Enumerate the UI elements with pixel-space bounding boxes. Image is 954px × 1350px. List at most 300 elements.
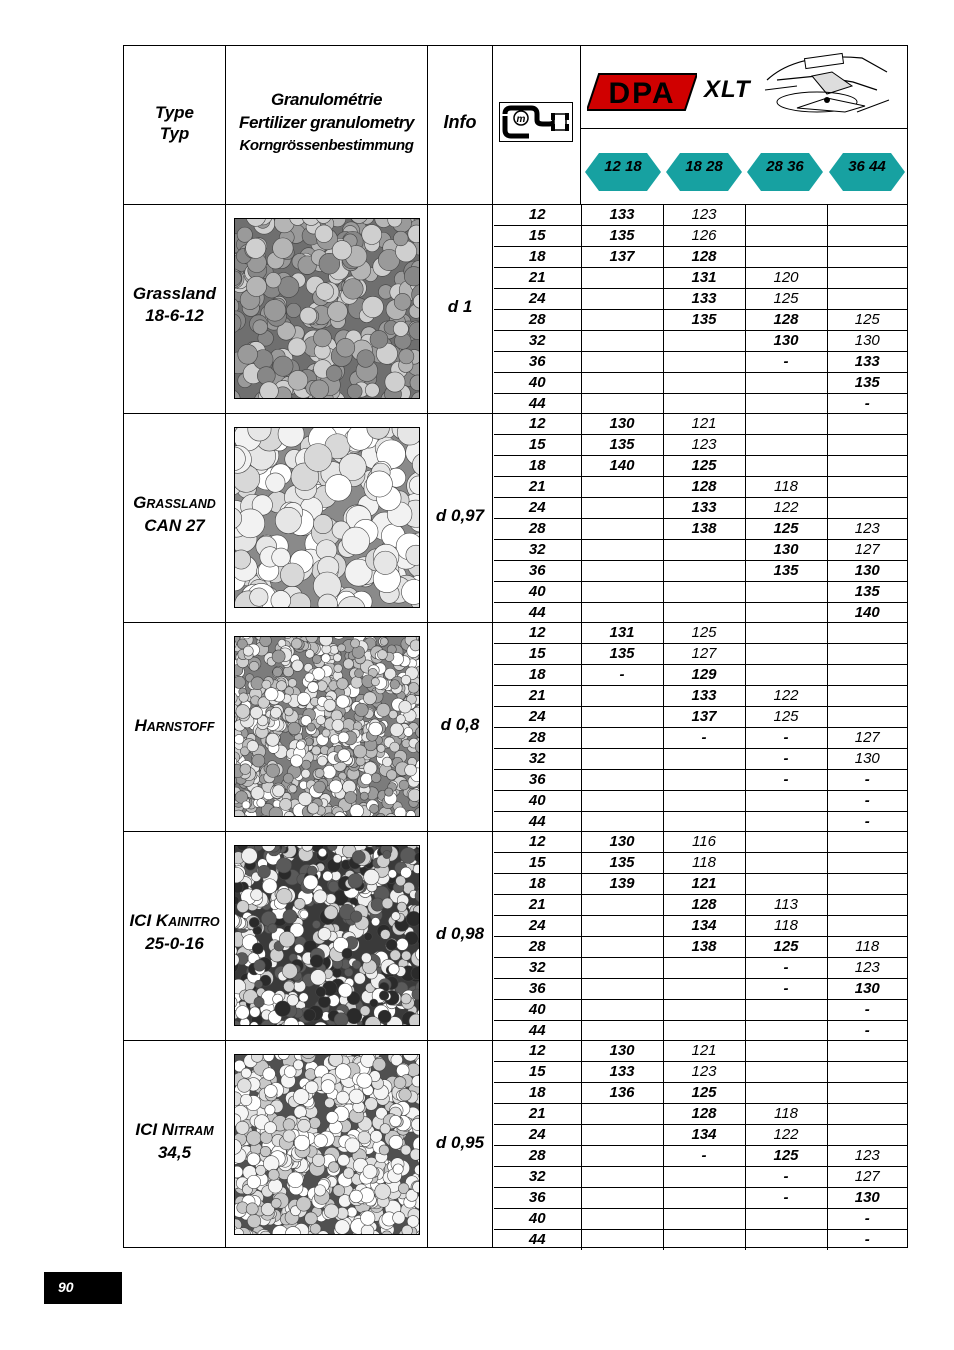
setting-value-cell [827, 289, 907, 310]
granules-grassland-photo [234, 218, 420, 399]
product-type-name [124, 1119, 225, 1164]
table-row [494, 394, 907, 415]
working-width-cell: 28 [494, 728, 581, 749]
setting-value-cell [827, 456, 907, 477]
setting-value-cell [581, 1167, 663, 1188]
setting-value-cell: 128 [663, 477, 745, 498]
working-width-cell: 36 [494, 1188, 581, 1209]
table-row [494, 456, 907, 477]
setting-value-cell [581, 289, 663, 310]
setting-value-cell: - [827, 1209, 907, 1230]
table-row [494, 874, 907, 895]
setting-value-cell [581, 728, 663, 749]
table-row [494, 770, 907, 791]
dpa-logo-mark [587, 72, 697, 112]
setting-value-cell [745, 1230, 827, 1251]
setting-value-cell [663, 1021, 745, 1042]
table-row [494, 582, 907, 603]
setting-value-cell: 118 [827, 937, 907, 958]
setting-value-cell: 140 [581, 456, 663, 477]
header-gran-en: Fertilizer granulometry [238, 113, 414, 132]
setting-value-cell: 133 [663, 686, 745, 707]
table-row [494, 498, 907, 519]
range-label-36-44: 36 44 [848, 158, 886, 175]
table-row [494, 728, 907, 749]
setting-value-cell [581, 770, 663, 791]
table-row [494, 519, 907, 540]
setting-value-cell: 125 [745, 289, 827, 310]
working-width-cell: 32 [494, 749, 581, 770]
setting-value-cell [745, 812, 827, 833]
setting-value-cell [827, 874, 907, 895]
setting-value-cell: 138 [663, 937, 745, 958]
setting-value-cell [745, 623, 827, 644]
setting-value-cell: 125 [745, 519, 827, 540]
setting-value-cell [827, 686, 907, 707]
setting-value-cell: 125 [663, 456, 745, 477]
working-width-cell: 44 [528, 1022, 546, 1039]
setting-value-cell: - [827, 791, 907, 812]
table-row [494, 1041, 907, 1062]
setting-value-cell [745, 1021, 827, 1042]
working-width-cell: 28 [494, 519, 581, 540]
setting-value-cell: 131 [581, 623, 663, 644]
working-width-cell: 12 [494, 832, 581, 853]
setting-value-cell: 126 [663, 226, 745, 247]
setting-value-cell: 135 [827, 373, 907, 394]
setting-value-cell: 133 [581, 205, 663, 226]
setting-value-cell [581, 895, 663, 916]
setting-value-cell: - [827, 1230, 907, 1251]
setting-value-cell: 123 [663, 1062, 745, 1083]
setting-value-cell [581, 686, 663, 707]
setting-value-cell: 135 [663, 310, 745, 331]
setting-value-cell: 125 [745, 937, 827, 958]
setting-value-cell: 130 [745, 331, 827, 352]
working-width-cell: 12 [494, 205, 581, 226]
setting-value-cell [581, 1209, 663, 1230]
setting-table [494, 205, 907, 414]
working-width-cell: 24 [494, 289, 581, 310]
setting-value-cell: 135 [581, 853, 663, 874]
working-width-cell: 12 [494, 414, 581, 435]
working-width-cell: 18 [494, 456, 581, 477]
setting-value-cell: 125 [745, 707, 827, 728]
setting-value-cell [827, 895, 907, 916]
setting-value-cell: 130 [581, 414, 663, 435]
setting-value-cell [663, 561, 745, 582]
setting-value-cell: 129 [663, 665, 745, 686]
setting-value-cell: 135 [827, 582, 907, 603]
working-width-cell: 15 [494, 226, 581, 247]
setting-value-cell: 118 [745, 477, 827, 498]
range-label-28-36: 28 36 [766, 158, 804, 175]
working-width-cell: 21 [494, 477, 581, 498]
working-width-cell: 15 [494, 1062, 581, 1083]
table-row [494, 832, 907, 853]
table-row [494, 916, 907, 937]
setting-value-cell: 123 [827, 519, 907, 540]
product-type-name [124, 715, 225, 738]
table-row [494, 268, 907, 289]
setting-value-cell [581, 352, 663, 373]
setting-value-cell [581, 1230, 663, 1251]
setting-value-cell: - [581, 665, 663, 686]
setting-value-cell: 118 [745, 1104, 827, 1125]
setting-value-cell [745, 1000, 827, 1021]
setting-value-cell: 122 [745, 686, 827, 707]
table-row [494, 979, 907, 1000]
column-divider [492, 45, 493, 1248]
granules-ici-kainitro-photo [234, 845, 420, 1026]
setting-value-cell: 130 [827, 979, 907, 1000]
setting-value-cell [581, 1125, 663, 1146]
granules-ici-nitram-photo [234, 1054, 420, 1235]
setting-value-cell: 118 [663, 853, 745, 874]
setting-value-cell: 122 [745, 498, 827, 519]
setting-value-cell: 139 [581, 874, 663, 895]
setting-value-cell [581, 916, 663, 937]
table-row [494, 1230, 907, 1251]
table-row [494, 791, 907, 812]
product-density: d 0,98 [435, 924, 485, 943]
table-row [494, 373, 907, 394]
setting-value-cell [827, 247, 907, 268]
setting-value-cell [663, 791, 745, 812]
setting-table [494, 623, 907, 832]
table-row [494, 665, 907, 686]
logo-model: XLT [704, 76, 751, 103]
working-width-cell: 44 [528, 1231, 546, 1248]
setting-value-cell [663, 1167, 745, 1188]
setting-value-cell [827, 226, 907, 247]
setting-value-cell: 135 [581, 226, 663, 247]
setting-value-cell: - [745, 770, 827, 791]
setting-value-cell: 130 [827, 331, 907, 352]
product-name-line1 [124, 1119, 225, 1142]
setting-value-cell [827, 1041, 907, 1062]
setting-value-cell [745, 1041, 827, 1062]
setting-value-cell [663, 540, 745, 561]
setting-value-cell [745, 603, 827, 624]
setting-value-cell: 137 [663, 707, 745, 728]
table-row [494, 1209, 907, 1230]
setting-value-cell: 130 [827, 749, 907, 770]
setting-value-cell: 127 [827, 540, 907, 561]
setting-value-cell [827, 623, 907, 644]
setting-value-cell: 134 [663, 1125, 745, 1146]
setting-value-cell: 123 [663, 435, 745, 456]
table-row [494, 644, 907, 665]
setting-value-cell [745, 394, 827, 415]
product-name-part: AINITRO [168, 915, 220, 929]
setting-value-cell: 133 [581, 1062, 663, 1083]
setting-value-cell: 127 [663, 644, 745, 665]
setting-value-cell [745, 456, 827, 477]
setting-value-cell: 123 [827, 1146, 907, 1167]
setting-value-cell [827, 707, 907, 728]
working-width-cell: 36 [494, 352, 581, 373]
setting-value-cell [827, 435, 907, 456]
setting-value-cell [663, 394, 745, 415]
setting-value-cell: 116 [663, 832, 745, 853]
setting-table [494, 1041, 907, 1250]
svg-text:m: m [516, 114, 526, 125]
product-density: d 0,97 [435, 506, 485, 525]
setting-value-cell: - [663, 1146, 745, 1167]
working-width-cell: 21 [494, 1104, 581, 1125]
setting-value-cell [745, 665, 827, 686]
working-width-cell: 40 [494, 1209, 581, 1230]
setting-value-cell [663, 1209, 745, 1230]
setting-value-cell [827, 853, 907, 874]
table-row [494, 561, 907, 582]
setting-value-cell: - [745, 958, 827, 979]
setting-value-cell: 125 [827, 310, 907, 331]
granules-grassland-can27-photo [234, 427, 420, 608]
setting-value-cell [663, 1000, 745, 1021]
working-width-cell: 21 [494, 268, 581, 289]
setting-value-cell [745, 644, 827, 665]
setting-value-cell [581, 1104, 663, 1125]
setting-value-cell [827, 477, 907, 498]
setting-value-cell [581, 1146, 663, 1167]
setting-value-cell [581, 812, 663, 833]
setting-value-cell: 123 [827, 958, 907, 979]
setting-value-cell [663, 979, 745, 1000]
setting-value-cell [663, 749, 745, 770]
setting-value-cell [581, 268, 663, 289]
setting-value-cell [581, 603, 663, 624]
table-row [494, 205, 907, 226]
header-type-fr: Type [154, 103, 195, 122]
working-width-cell: 40 [494, 1000, 581, 1021]
setting-value-cell: 127 [827, 1167, 907, 1188]
spreader-diagram-icon [757, 50, 897, 126]
setting-value-cell [581, 582, 663, 603]
setting-value-cell: 130 [581, 832, 663, 853]
setting-value-cell [745, 1209, 827, 1230]
header-gran-de: Korngrössenbestimmung [239, 137, 414, 154]
setting-value-cell [581, 707, 663, 728]
setting-value-cell: 118 [745, 916, 827, 937]
header-gran-fr: Granulométrie [271, 90, 382, 109]
header-type [124, 102, 225, 144]
working-width-cell: 36 [494, 979, 581, 1000]
table-row [494, 1000, 907, 1021]
setting-value-cell: 128 [745, 310, 827, 331]
working-width-cell: 28 [494, 310, 581, 331]
table-row [494, 310, 907, 331]
column-divider [225, 45, 226, 1248]
setting-value-cell: 130 [827, 561, 907, 582]
setting-value-cell [581, 519, 663, 540]
table-row [494, 226, 907, 247]
setting-value-cell [663, 1230, 745, 1251]
table-row [494, 477, 907, 498]
setting-value-cell: 130 [581, 1041, 663, 1062]
setting-value-cell: - [745, 1188, 827, 1209]
table-row [494, 1104, 907, 1125]
setting-value-cell [581, 979, 663, 1000]
setting-value-cell: - [827, 770, 907, 791]
m-speed-tractor-icon [499, 102, 573, 142]
table-row [494, 623, 907, 644]
setting-value-cell [581, 958, 663, 979]
working-width-cell: 15 [494, 435, 581, 456]
product-name-part: G [133, 493, 147, 512]
table-row [494, 435, 907, 456]
working-width-cell: 40 [494, 582, 581, 603]
setting-value-cell [745, 414, 827, 435]
setting-value-cell [745, 247, 827, 268]
setting-value-cell [581, 310, 663, 331]
setting-value-cell: - [745, 352, 827, 373]
table-row [494, 1083, 907, 1104]
column-divider [580, 45, 581, 205]
setting-value-cell: 113 [745, 895, 827, 916]
svg-text:DPA: DPA [608, 77, 676, 110]
product-name-part: ARNSTOFF [146, 720, 215, 734]
setting-value-cell: - [745, 1167, 827, 1188]
header-type-de: Typ [159, 124, 190, 143]
product-name-part: H [134, 716, 147, 735]
setting-value-cell: 135 [745, 561, 827, 582]
setting-value-cell [581, 477, 663, 498]
setting-value-cell [581, 498, 663, 519]
table-row [494, 414, 907, 435]
setting-value-cell: - [663, 728, 745, 749]
working-width-cell: 32 [494, 958, 581, 979]
working-width-cell: 36 [494, 770, 581, 791]
setting-value-cell [581, 331, 663, 352]
working-width-cell: 24 [494, 1125, 581, 1146]
table-row [494, 247, 907, 268]
range-label-18-28: 18 28 [685, 158, 723, 175]
setting-value-cell: 127 [827, 728, 907, 749]
working-width-cell: 40 [494, 373, 581, 394]
working-width-cell: 36 [494, 561, 581, 582]
working-width-cell: 40 [494, 791, 581, 812]
product-type-name [124, 492, 225, 537]
table-row [494, 958, 907, 979]
setting-value-cell [745, 205, 827, 226]
working-width-cell: 24 [494, 916, 581, 937]
setting-value-cell: 120 [745, 268, 827, 289]
setting-value-cell: 125 [663, 623, 745, 644]
working-width-cell: 21 [494, 686, 581, 707]
setting-value-cell [745, 832, 827, 853]
setting-value-cell [827, 498, 907, 519]
working-width-cell: 18 [494, 247, 581, 268]
product-name-line2: 34,5 [157, 1143, 192, 1162]
table-row [494, 1125, 907, 1146]
table-row [494, 289, 907, 310]
setting-value-cell: 133 [663, 289, 745, 310]
setting-value-cell: - [827, 1000, 907, 1021]
setting-value-cell [581, 373, 663, 394]
setting-value-cell: - [745, 749, 827, 770]
working-width-cell: 44 [528, 395, 546, 412]
setting-value-cell [663, 958, 745, 979]
setting-value-cell: - [827, 394, 907, 415]
product-name-line1 [124, 910, 225, 933]
working-width-cell: 12 [494, 1041, 581, 1062]
setting-value-cell [745, 874, 827, 895]
table-row [494, 895, 907, 916]
setting-value-cell [581, 749, 663, 770]
product-type-name [124, 910, 225, 955]
setting-value-cell: 121 [663, 414, 745, 435]
setting-value-cell [581, 1021, 663, 1042]
product-type-name [124, 283, 225, 327]
working-width-cell: 28 [494, 1146, 581, 1167]
setting-value-cell: 128 [663, 1104, 745, 1125]
setting-value-cell [827, 205, 907, 226]
product-density: d 0,8 [440, 715, 480, 734]
setting-value-cell [827, 268, 907, 289]
setting-value-cell [827, 1104, 907, 1125]
working-width-cell: 32 [494, 1167, 581, 1188]
setting-value-cell [663, 582, 745, 603]
working-width-cell: 18 [494, 1083, 581, 1104]
setting-value-cell [745, 435, 827, 456]
table-row [494, 812, 907, 833]
setting-value-cell [663, 770, 745, 791]
table-row [494, 1146, 907, 1167]
setting-value-cell: 121 [663, 874, 745, 895]
table-row [494, 937, 907, 958]
setting-value-cell [663, 603, 745, 624]
product-name-line1 [124, 715, 225, 738]
working-width-cell: 32 [494, 331, 581, 352]
setting-table [494, 832, 907, 1041]
product-name-part: ICI K [129, 911, 169, 930]
working-width-cell: 24 [494, 707, 581, 728]
setting-value-cell: 125 [745, 1146, 827, 1167]
setting-value-cell [745, 582, 827, 603]
table-row [494, 707, 907, 728]
setting-value-cell [745, 373, 827, 394]
setting-value-cell [663, 373, 745, 394]
setting-value-cell [663, 352, 745, 373]
setting-value-cell [663, 331, 745, 352]
setting-value-cell [581, 561, 663, 582]
setting-value-cell: - [745, 979, 827, 1000]
setting-value-cell: 131 [663, 268, 745, 289]
setting-table [494, 414, 907, 623]
setting-value-cell: 121 [663, 1041, 745, 1062]
setting-value-cell [663, 1188, 745, 1209]
setting-value-cell: 137 [581, 247, 663, 268]
working-width-cell: 21 [494, 895, 581, 916]
range-label-12-18: 12 18 [604, 158, 642, 175]
working-width-cell: 28 [494, 937, 581, 958]
product-name-line2: CAN 27 [144, 516, 205, 535]
table-row [494, 749, 907, 770]
product-name-part: Grassland [132, 284, 217, 303]
setting-value-cell: 128 [663, 247, 745, 268]
page-number: 90 [44, 1272, 122, 1304]
working-width-cell: 44 [528, 604, 546, 621]
setting-value-cell [581, 791, 663, 812]
setting-value-cell [581, 937, 663, 958]
column-divider [427, 45, 428, 1248]
setting-value-cell [745, 1083, 827, 1104]
granules-harnstoff-photo [234, 636, 420, 817]
setting-value-cell [827, 644, 907, 665]
product-name-part: ITRAM [174, 1124, 214, 1138]
